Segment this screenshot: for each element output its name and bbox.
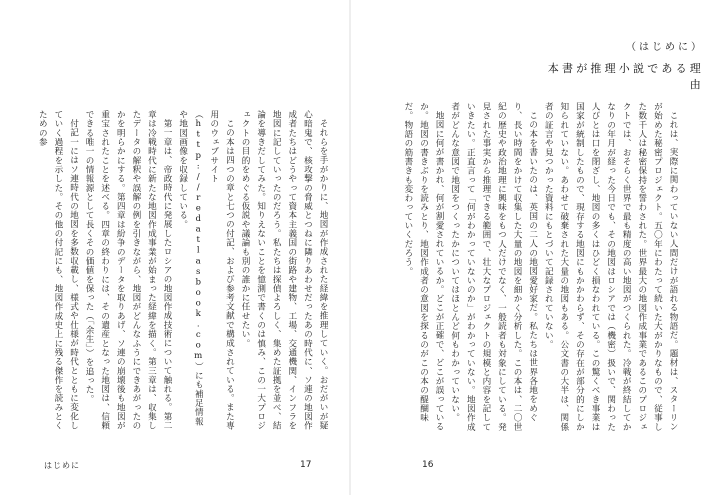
right-paragraph-3: 地図に何が書かれ、何が割愛されているか。どこが正確で、どこが誤っているか。地図の書きぶりを読みとり、地図作成者の意図を探るのがこの本の醍醐味だ。物語の筋書きも変わっていくだろう。	[402, 102, 445, 431]
right-paragraph-2: この本を書いたのは、英国の二人の地図愛好家だ。私たちは世界各地をめぐり、長い時間をかけて収集した大量の地図を細かく分析した。この本は、二〇世紀の歴史や政治地理に興味をもつ人だけでなく、一般読者も対象にしている。発見された事実から推理できる範囲で、壮大なプロジェクトの規模と内容を記していきたい。正直言って「何がわかっていないのか」がわかっていない。地図作成者がどんな意図で地図をつくったかについてはほとんど何もわかっていない。	[449, 102, 538, 432]
left-paragraph-2: この本は四つの章と七つの付記、および参考文献で構成されている。また専用のウェブサイト（http://redatlasbook.com）にも補足情報や地図画像を収録している。	[177, 110, 235, 430]
right-page	[350, 0, 704, 495]
left-page	[0, 0, 350, 495]
right-paragraph-1: これは、実際に関わっていない人間だけが語れる物語だ。題材は、スターリンが始めた秘密プロジェクト。五〇年にわたって続いた大がかりなもので、従事した数千人は秘密保持を誓わされた。世界最大の地図作成事業であるこのプロジェクトでは、おそらく世界で最も精度の高い地図がつくられた。冷戦が終結してかなりの年月が経った今日でも、その地図はロシアでは（機密）扱いで、関わった人びとは口を閉ざし、地図の多くはひどく損なわれている。この驚くべき事業は国家が統制したもので、現存する地図にもかかわらず、その存在が部分的にしか知られていない。あわせて破棄された大量の地図もある。公文書の大半は、関係者の証言や見つかった資料にもとづいて記録されていない。	[543, 102, 678, 432]
running-head: はじめに	[44, 461, 80, 470]
left-paragraph-3: 第一章は、帝政時代に発展したロシアの地図作成技術について触れる。第二章は冷戦時代に新たな地図作成事業が始まった経緯を描く。第三章は、収集したデータの解釈や誤解の例を引きながら、地図がどんなふうにできあがったのかを明らかにする。第四章は紛争のデータを取りあげ、ソ連の崩壊後も地図が重宝されたことを述べる。四章の終わりには、その遺産となった地図は、信頼できる唯一の情報源として長くその価値を保った（「余生」）を追った。	[84, 110, 173, 431]
left-paragraph-4: 付記一にはソ連時代の地図を多数収載し、様式や仕様が時代とともに変化していく過程を示した。その他の付記にも、地図作成史上に残る傑作を読みとくための参	[37, 110, 79, 431]
section-kicker: （はじめに）	[626, 42, 704, 53]
left-page-body	[37, 110, 330, 432]
section-title: 本書が推理小説である理由	[547, 62, 704, 91]
right-page-body	[402, 102, 680, 432]
page-number-left: 17	[300, 460, 312, 470]
section-heading	[534, 38, 704, 92]
left-paragraph-1: それらを手がかりに、地図が作成された経緯を推理していく。おだがいが疑心暗鬼で、核攻撃の脅威とつねに隣りあわせだったあの時代に、ソ連の地図作成者たちはどうやって資本主義国の街路や建物、工場、交通機関、インフラを地図に記していったのだろう。私たちは探偵よろしく、集めた証拠を並べ、結論を導きだしてみた。知りえないことを憶測で書くのは慎み、この一大プロジェクトの目的をめぐる仮説や議論も別の誰かに任せたい。	[240, 110, 328, 431]
page-number-right: 16	[422, 460, 434, 470]
